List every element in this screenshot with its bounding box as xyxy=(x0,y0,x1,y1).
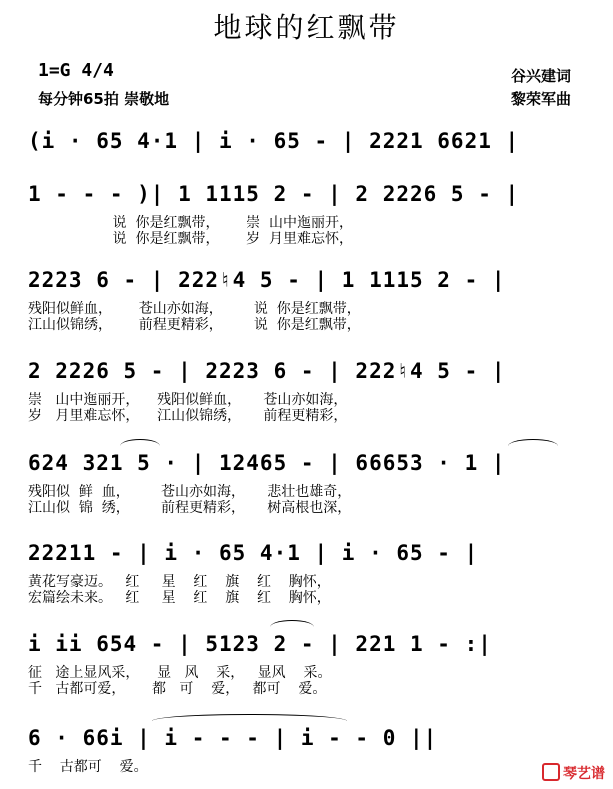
lyric-verse-1: 说 你是红飘带， 崇 山中迤丽开， xyxy=(28,215,354,231)
slur-mark xyxy=(120,439,160,446)
key-signature: 1=G 4/4 xyxy=(38,60,114,81)
notation-line: i ii 654 - | 5123 2 - | 221 1 - :| xyxy=(28,632,492,656)
stave-6 xyxy=(0,537,613,607)
stave-5 xyxy=(0,447,613,517)
watermark-text: 琴艺谱 xyxy=(563,766,605,782)
lyric-verse-2: 说 你是红飘带， 岁 月里难忘怀， xyxy=(28,231,354,247)
stave-8 xyxy=(0,722,613,782)
notation-line: 2223 6 - | 222♮4 5 - | 1 1115 2 - | xyxy=(28,268,506,292)
lyric-verse-1: 崇 山中迤丽开， 残阳似鲜血， 苍山亦如海， xyxy=(28,392,348,408)
logo-icon xyxy=(542,763,560,781)
lyric-verse-2: 江山似锦绣， 前程更精彩， 说 你是红飘带， xyxy=(28,317,361,333)
notation-line: (i · 65 4·1 | i · 65 - | 2221 6621 | xyxy=(28,129,520,153)
lyric-verse-1: 残阳似 鲜 血， 苍山亦如海， 悲壮也雄奇， xyxy=(28,484,352,500)
slur-mark xyxy=(152,714,347,721)
stave-2 xyxy=(0,178,613,248)
song-title: 地球的红飘带 xyxy=(213,11,400,44)
watermark-logo xyxy=(542,763,605,783)
slur-mark xyxy=(508,439,558,446)
stave-3 xyxy=(0,264,613,334)
lyric-verse-1: 残阳似鲜血， 苍山亦如海， 说 你是红飘带， xyxy=(28,301,361,317)
lyric-verse-2: 千 古都可爱， 都 可 爱， 都可 爱。 xyxy=(28,681,327,697)
lyric-verse-1: 千 古都可 爱。 xyxy=(28,759,148,775)
composer-credit: 黎荣军曲 xyxy=(510,90,571,108)
slur-mark xyxy=(270,620,314,627)
lyric-verse-2: 江山似 锦 绣， 前程更精彩， 树高根也深， xyxy=(28,500,352,516)
stave-4 xyxy=(0,355,613,425)
tempo-expression: 每分钟65拍 崇敬地 xyxy=(38,90,170,108)
notation-line: 2 2226 5 - | 2223 6 - | 222♮4 5 - | xyxy=(28,359,506,383)
lyric-verse-1: 征 途上显风采， 显 风 采， 显风 采。 xyxy=(28,665,332,681)
notation-line: 1 - - - )| 1 1115 2 - | 2 2226 5 - | xyxy=(28,182,520,206)
notation-line: 624 321 5 · | 12465 - | 66653 · 1 | xyxy=(28,451,506,475)
stave-7 xyxy=(0,628,613,698)
notation-line: 22211 - | i · 65 4·1 | i · 65 - | xyxy=(28,541,479,565)
lyric-verse-2: 岁 月里难忘怀， 江山似锦绣， 前程更精彩， xyxy=(28,408,348,424)
notation-line: 6 · 66i | i - - - | i - - 0 || xyxy=(28,726,438,750)
lyricist-credit: 谷兴建词 xyxy=(510,67,571,85)
lyric-verse-2: 宏篇绘未来。 红 星 红 旗 红 胸怀， xyxy=(28,590,331,606)
stave-1 xyxy=(0,125,613,159)
lyric-verse-1: 黄花写豪迈。 红 星 红 旗 红 胸怀， xyxy=(28,574,331,590)
